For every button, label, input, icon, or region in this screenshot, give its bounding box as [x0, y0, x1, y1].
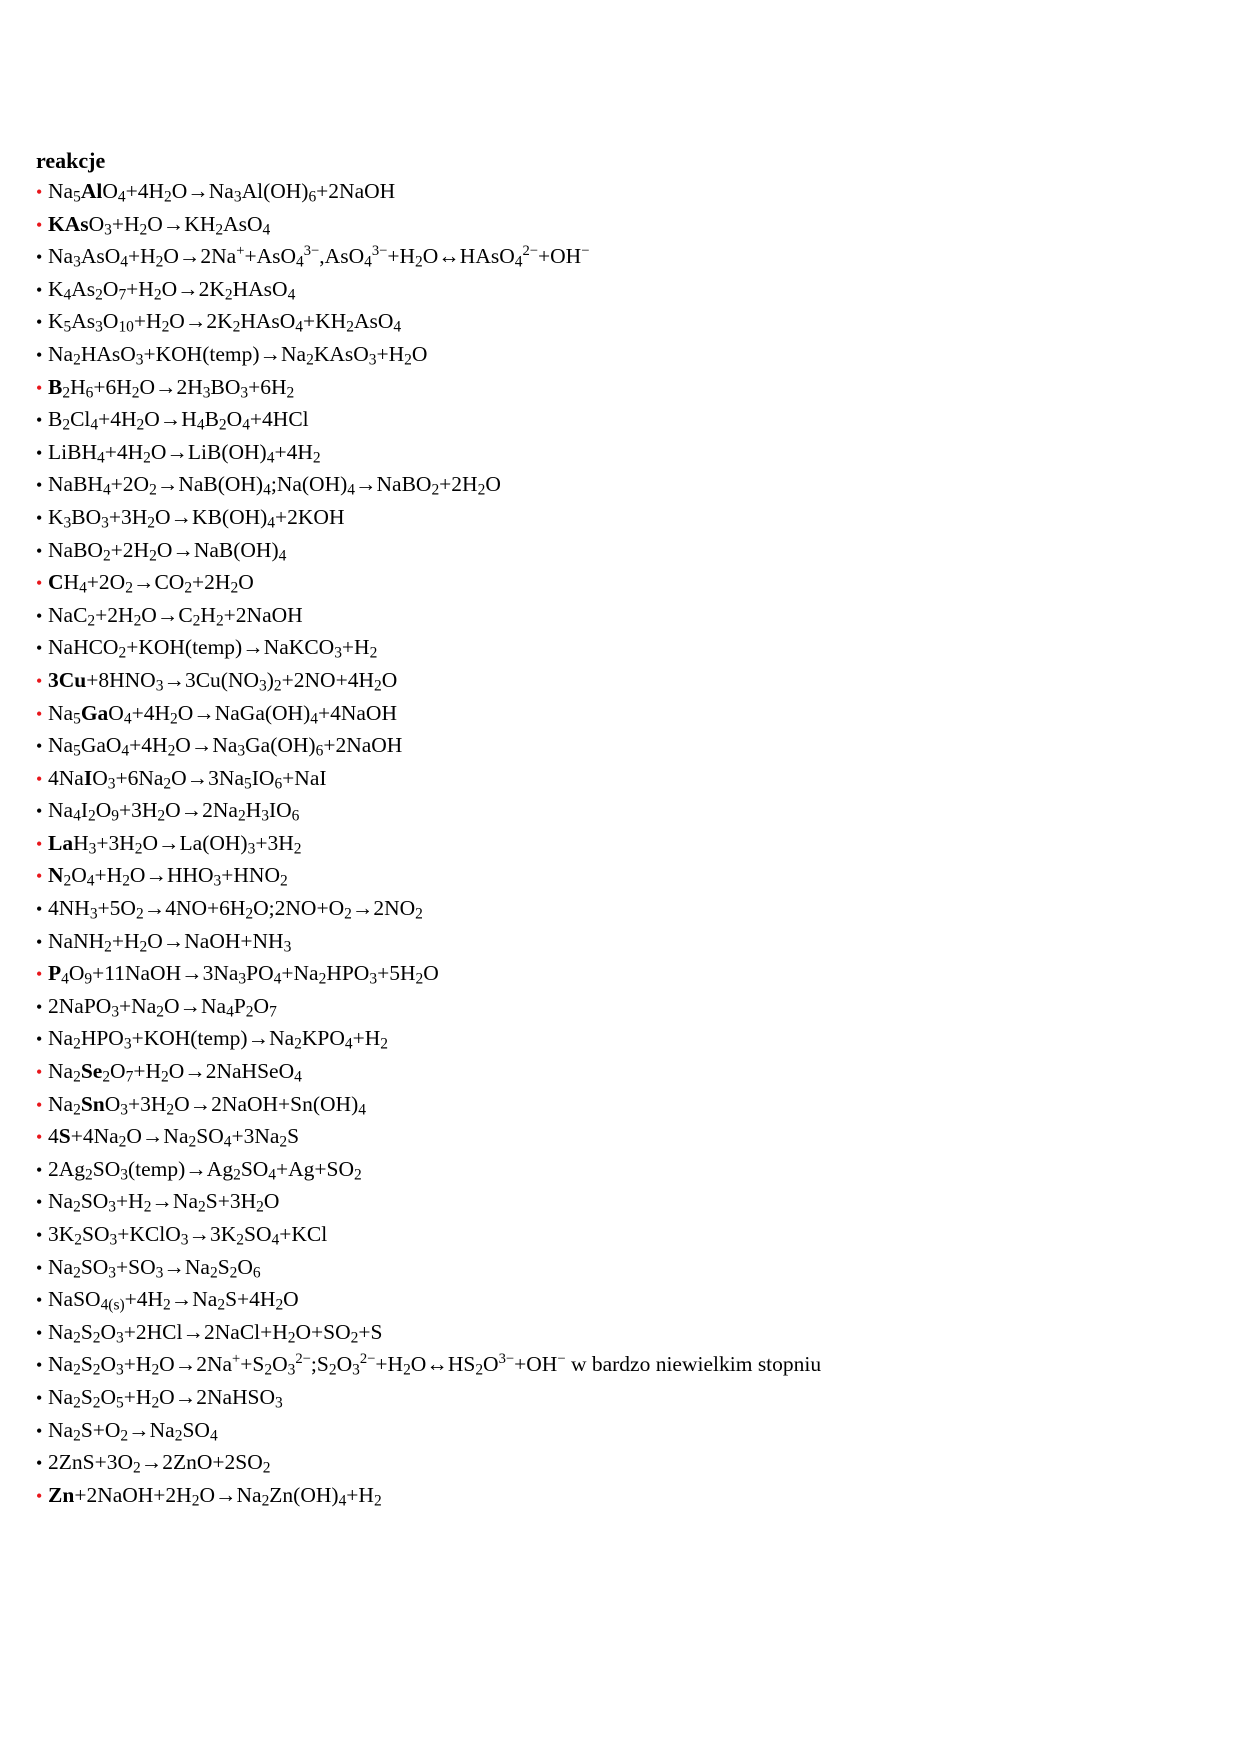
black-bullet-icon: • — [36, 507, 43, 528]
reaction-equation: $Na_5AlO_4+4H_2O\to Na_3Al(OH)_6+2NaOH$ — [48, 179, 396, 206]
reaction-equation: $NaBO_2+2H_2O\to NaB(OH)_4$ — [48, 537, 287, 564]
reaction-line — [36, 1381, 1216, 1414]
reaction-line — [36, 859, 1216, 892]
reaction-line — [36, 175, 1216, 208]
reaction-equation: $NaC_2+2H_2O\to C_2H_2+2NaOH$ — [48, 602, 303, 630]
reaction-equation: $2ZnS+3O_2\to 2ZnO+2SO_2$ — [48, 1450, 271, 1477]
reaction-equation: $CH_4+2O_2\to CO_2+2H_2O$ — [48, 570, 254, 597]
red-bullet-icon: • — [36, 1062, 43, 1083]
red-bullet-icon: • — [36, 573, 43, 594]
reaction-equation: $Na_2SO_3+H_2\to Na_2S+3H_2O$ — [48, 1189, 280, 1216]
black-bullet-icon: • — [36, 1453, 43, 1474]
reaction-line — [36, 631, 1216, 664]
reaction-line — [36, 1251, 1216, 1284]
red-bullet-icon: • — [36, 1094, 43, 1115]
red-bullet-icon: • — [36, 670, 43, 691]
red-bullet-icon: • — [36, 182, 43, 202]
black-bullet-icon: • — [36, 638, 43, 659]
reaction-line — [36, 599, 1216, 632]
black-bullet-icon: • — [36, 899, 43, 920]
reaction-line — [36, 468, 1216, 501]
reaction-line — [36, 501, 1216, 534]
reaction-equation: $2Ag_2SO_3(temp)\to Ag_2SO_4+Ag+SO_2$ — [48, 1156, 362, 1184]
reaction-equation: $NaNH_2+H_2O\to NaOH+NH_3$ — [48, 928, 292, 956]
reaction-line — [36, 957, 1216, 990]
black-bullet-icon: • — [36, 344, 43, 365]
black-bullet-icon: • — [36, 736, 43, 757]
black-bullet-icon: • — [36, 801, 43, 822]
reaction-line — [36, 305, 1216, 338]
reaction-line — [36, 436, 1216, 469]
black-bullet-icon: • — [36, 1387, 43, 1408]
reaction-list — [36, 175, 1216, 1511]
reaction-line — [36, 827, 1216, 860]
reaction-line — [36, 1218, 1216, 1251]
document-page — [36, 147, 1216, 1511]
reaction-equation: $Na_2HPO_3+KOH(temp)\to Na_2KPO_4+H_2$ — [48, 1026, 389, 1053]
reaction-equation: $NaBH_4+2O_2\to NaB(OH)_4;Na(OH)_4\to NaBO_2+2H_2O$ — [48, 472, 501, 499]
black-bullet-icon: • — [36, 410, 43, 431]
black-bullet-icon: • — [36, 312, 43, 333]
reaction-equation: $K_3BO_3+3H_2O\to KB(OH)_4+2KOH$ — [48, 504, 345, 532]
black-bullet-icon: • — [36, 996, 43, 1017]
reaction-equation: $Na_2HAsO_3+KOH(temp)\to Na_2KAsO_3+H_2O$ — [48, 341, 428, 369]
reaction-equation: $4S+4Na_2O\to Na_2SO_4+3Na_2S$ — [48, 1124, 300, 1151]
reaction-equation: $Na_3AsO_4+H_2O\to 2Na^++AsO_4^{3-},AsO_4^{3-}+H_2O\leftrightarrow HAsO_4^{2-}+OH^-$ — [48, 243, 590, 271]
reaction-equation: $B_2Cl_4+4H_2O\to H_4B_2O_4+4HCl$ — [48, 407, 309, 434]
red-bullet-icon: • — [36, 833, 43, 854]
reaction-line — [36, 1055, 1216, 1088]
reaction-line — [36, 990, 1216, 1023]
black-bullet-icon: • — [36, 1355, 43, 1376]
black-bullet-icon: • — [36, 1290, 43, 1311]
reaction-equation: $Na_5GaO_4+4H_2O\to Na_3Ga(OH)_6+2NaOH$ — [48, 733, 403, 760]
black-bullet-icon: • — [36, 475, 43, 496]
black-bullet-icon: • — [36, 1420, 43, 1441]
black-bullet-icon: • — [36, 1322, 43, 1343]
red-bullet-icon: • — [36, 866, 43, 887]
reaction-equation: $Na_2SO_3+SO_3\to Na_2S_2O_6$ — [48, 1254, 261, 1281]
red-bullet-icon: • — [36, 377, 43, 398]
reaction-line — [36, 925, 1216, 958]
reaction-line — [36, 1348, 1216, 1381]
reaction-equation: $Zn+2NaOH+2H_2O\to Na_2Zn(OH)_4+H_2$ — [48, 1482, 382, 1510]
reaction-equation: $Na_5GaO_4+4H_2O\to NaGa(OH)_4+4NaOH$ — [48, 700, 397, 727]
reaction-equation: $4NaIO_3+6Na_2O\to 3Na_5IO_6+NaI$ — [48, 765, 327, 793]
reaction-line — [36, 208, 1216, 241]
reaction-line — [36, 338, 1216, 371]
reaction-equation: $4NH_3+5O_2\to 4NO+6H_2O;2NO+O_2\to 2NO_2$ — [48, 896, 423, 923]
reaction-line — [36, 1153, 1216, 1186]
reaction-equation: $3Cu+8HNO_3\to 3Cu(NO_3)_2+2NO+4H_2O$ — [48, 667, 398, 695]
black-bullet-icon: • — [36, 1192, 43, 1213]
reaction-line — [36, 534, 1216, 567]
black-bullet-icon: • — [36, 279, 43, 300]
reaction-equation: $Na_2Se_2O_7+H_2O\to 2NaHSeO_4$ — [48, 1059, 302, 1086]
reaction-equation: $Na_2S_2O_3+2HCl\to 2NaCl+H_2O+SO_2+S$ — [48, 1319, 383, 1347]
black-bullet-icon: • — [36, 1257, 43, 1278]
reaction-line — [36, 1088, 1216, 1121]
reaction-line — [36, 403, 1216, 436]
reaction-line — [36, 1022, 1216, 1055]
reaction-line — [36, 566, 1216, 599]
reaction-line — [36, 1446, 1216, 1479]
black-bullet-icon: • — [36, 1029, 43, 1050]
reaction-line — [36, 1283, 1216, 1316]
black-bullet-icon: • — [36, 442, 43, 463]
reaction-equation: $N_2O_4+H_2O\to HHO_3+HNO_2$ — [48, 863, 288, 890]
red-bullet-icon: • — [36, 703, 43, 724]
red-bullet-icon: • — [36, 964, 43, 985]
reaction-equation: $3K_2SO_3+KClO_3\to 3K_2SO_4+KCl$ — [48, 1222, 328, 1249]
reaction-line — [36, 1414, 1216, 1447]
document-title: reakcje — [36, 148, 106, 173]
reaction-equation: $NaHCO_2+KOH(temp)\to NaKCO_3+H_2$ — [48, 635, 378, 662]
black-bullet-icon: • — [36, 540, 43, 561]
reaction-line — [36, 892, 1216, 925]
reaction-line — [36, 1479, 1216, 1512]
reaction-equation: $2NaPO_3+Na_2O\to Na_4P_2O_7$ — [48, 993, 277, 1021]
red-bullet-icon: • — [36, 768, 43, 789]
reaction-equation: $P_4O_9+11NaOH\to 3Na_3PO_4+Na_2HPO_3+5H_2O$ — [48, 961, 439, 988]
reaction-line — [36, 729, 1216, 762]
black-bullet-icon: • — [36, 931, 43, 952]
black-bullet-icon: • — [36, 1225, 43, 1245]
reaction-line — [36, 664, 1216, 697]
reaction-equation: $KAsO_3+H_2O\to KH_2AsO_4$ — [48, 211, 271, 238]
reaction-equation: $K_4As_2O_7+H_2O\to 2K_2HAsO_4$ — [48, 276, 296, 304]
reaction-line — [36, 794, 1216, 827]
reaction-equation: $LiBH_4+4H_2O\to LiB(OH)_4+4H_2$ — [48, 439, 321, 467]
reaction-line — [36, 697, 1216, 730]
reaction-line — [36, 240, 1216, 273]
reaction-equation: $Na_4I_2O_9+3H_2O\to 2Na_2H_3IO_6$ — [48, 798, 300, 825]
reaction-equation: $LaH_3+3H_2O\to La(OH)_3+3H_2$ — [48, 830, 302, 858]
black-bullet-icon: • — [36, 247, 43, 268]
reaction-equation: $Na_2S_2O_5+H_2O\to 2NaHSO_3$ — [48, 1384, 283, 1412]
reaction-equation: $B_2H_6+6H_2O\to 2H_3BO_3+6H_2$ — [48, 374, 295, 401]
red-bullet-icon: • — [36, 1127, 43, 1148]
reaction-line — [36, 371, 1216, 404]
reaction-equation: $K_5As_3O_{10}+H_2O\to 2K_2HAsO_4+KH_2AsO_4$ — [48, 309, 402, 336]
red-bullet-icon: • — [36, 1485, 43, 1506]
reaction-line — [36, 1316, 1216, 1349]
reaction-equation: $Na_2SnO_3+3H_2O\to 2NaOH+Sn(OH)_4$ — [48, 1091, 366, 1119]
reaction-line — [36, 273, 1216, 306]
reaction-line — [36, 1185, 1216, 1218]
reaction-equation: $NaSO_{4(s)}+4H_2\to Na_2S+4H_2O$ — [48, 1287, 299, 1314]
reaction-line — [36, 1120, 1216, 1153]
black-bullet-icon: • — [36, 605, 43, 626]
reaction-equation: $Na_2S_2O_3+H_2O\to 2Na^++S_2O_3^{2-};S_2O_3^{2-}+H_2O\leftrightarrow HS_2O^{3-}+OH^-$ w bardzo niewielkim stopniu — [48, 1351, 822, 1379]
black-bullet-icon: • — [36, 1159, 43, 1180]
reaction-line — [36, 762, 1216, 795]
reaction-equation: $Na_2S+O_2\to Na_2SO_4$ — [48, 1417, 218, 1444]
red-bullet-icon: • — [36, 214, 43, 235]
